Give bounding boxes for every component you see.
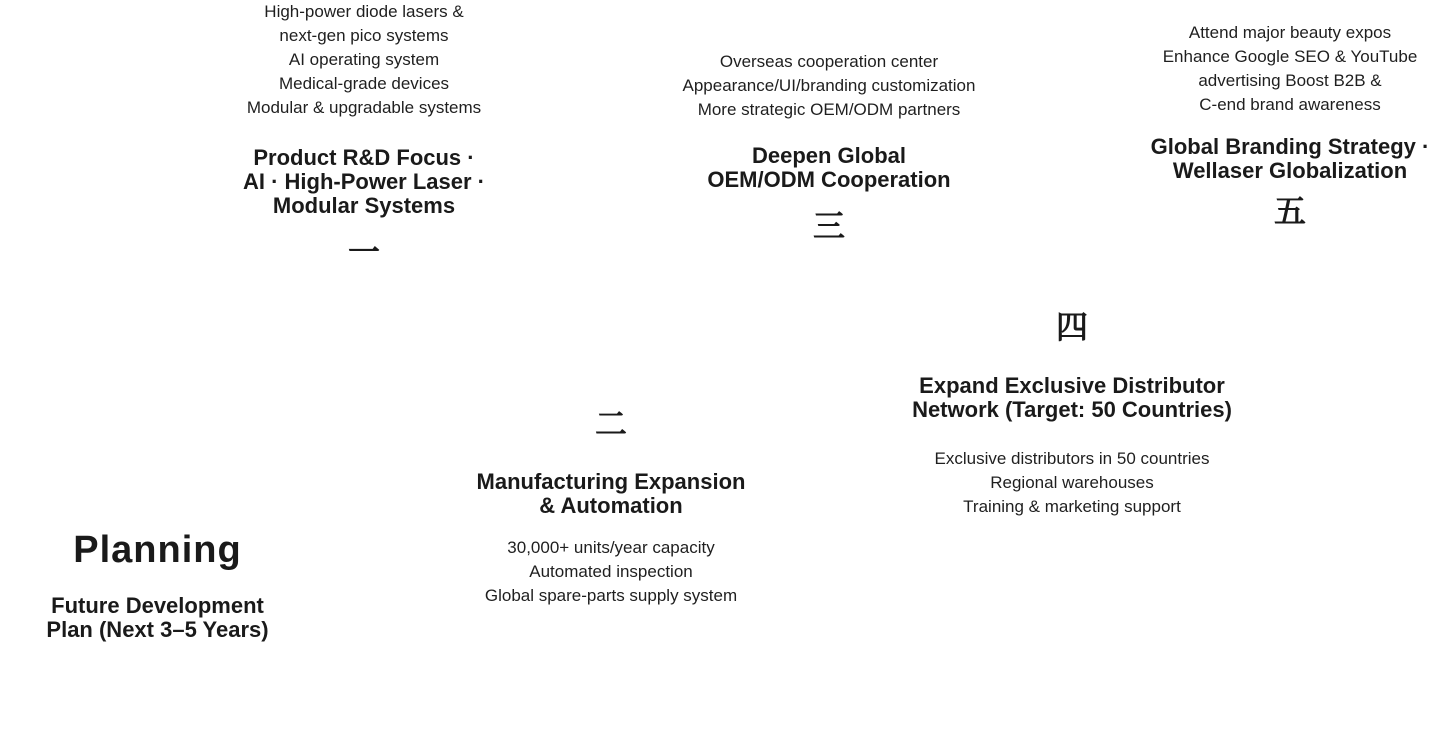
page-title: Planning	[73, 529, 242, 571]
step-1-item: Medical-grade devices	[278, 74, 450, 93]
step-3-item: More strategic OEM/ODM partners	[697, 100, 961, 119]
step-2-title	[436, 470, 786, 518]
step-4-title-line: Expand Exclusive Distributor	[919, 373, 1225, 398]
step-5-item: advertising Boost B2B &	[1198, 71, 1382, 90]
step-3-title-line: OEM/ODM Cooperation	[707, 167, 951, 192]
step-4-item: Regional warehouses	[990, 473, 1154, 492]
step-2-title-line: & Automation	[539, 493, 683, 518]
step-5-items	[1128, 21, 1452, 117]
step-5-title-line: Wellaser Globalization	[1172, 158, 1408, 183]
step-2-items	[436, 536, 786, 608]
step-1-item: Modular & upgradable systems	[246, 98, 482, 117]
step-3-item: Overseas cooperation center	[719, 52, 939, 71]
step-1-title	[214, 146, 514, 218]
step-4-title	[880, 374, 1264, 422]
step-2-item: Global spare-parts supply system	[484, 586, 738, 605]
step-5-title-line: Global Branding Strategy ·	[1150, 134, 1430, 159]
step-5-item: Enhance Google SEO & YouTube	[1162, 47, 1418, 66]
step-4-item: Training & marketing support	[963, 497, 1181, 516]
step-1-numeral: 一	[347, 233, 380, 271]
step-3-item: Appearance/UI/branding customization	[682, 76, 976, 95]
step-3-items	[654, 50, 1004, 122]
step-2	[436, 406, 786, 608]
step-3-numeral: 三	[812, 207, 845, 245]
step-2-item: Automated inspection	[529, 562, 693, 581]
step-1-title-line: Modular Systems	[272, 193, 456, 218]
step-1-item: High-power diode lasers &	[264, 2, 464, 21]
step-1	[214, 0, 514, 270]
step-1-item: next-gen pico systems	[279, 26, 449, 45]
page-subtitle	[20, 594, 295, 642]
step-2-title-line: Manufacturing Expansion	[476, 469, 746, 494]
step-5-title	[1128, 135, 1452, 183]
step-4-item: Exclusive distributors in 50 countries	[934, 449, 1210, 468]
intro-section	[20, 528, 295, 642]
step-5-item: Attend major beauty expos	[1188, 23, 1392, 42]
step-5	[1128, 21, 1452, 229]
step-5-numeral: 五	[1273, 192, 1306, 230]
step-4-numeral: 四	[1055, 308, 1088, 346]
step-2-numeral: 二	[594, 405, 627, 443]
step-1-item: AI operating system	[288, 50, 440, 69]
page-subtitle-line: Plan (Next 3–5 Years)	[46, 617, 269, 642]
step-1-title-line: Product R&D Focus ·	[253, 145, 475, 170]
step-3-title	[654, 144, 1004, 192]
step-4-items	[880, 447, 1264, 519]
step-3	[654, 50, 1004, 244]
step-1-items	[214, 0, 514, 120]
step-5-item: C-end brand awareness	[1199, 95, 1381, 114]
step-4	[880, 309, 1264, 519]
step-2-item: 30,000+ units/year capacity	[507, 538, 715, 557]
page-subtitle-line: Future Development	[51, 593, 264, 618]
step-3-title-line: Deepen Global	[751, 143, 907, 168]
step-4-title-line: Network (Target: 50 Countries)	[912, 397, 1232, 422]
step-1-title-line: AI · High-Power Laser ·	[242, 169, 486, 194]
